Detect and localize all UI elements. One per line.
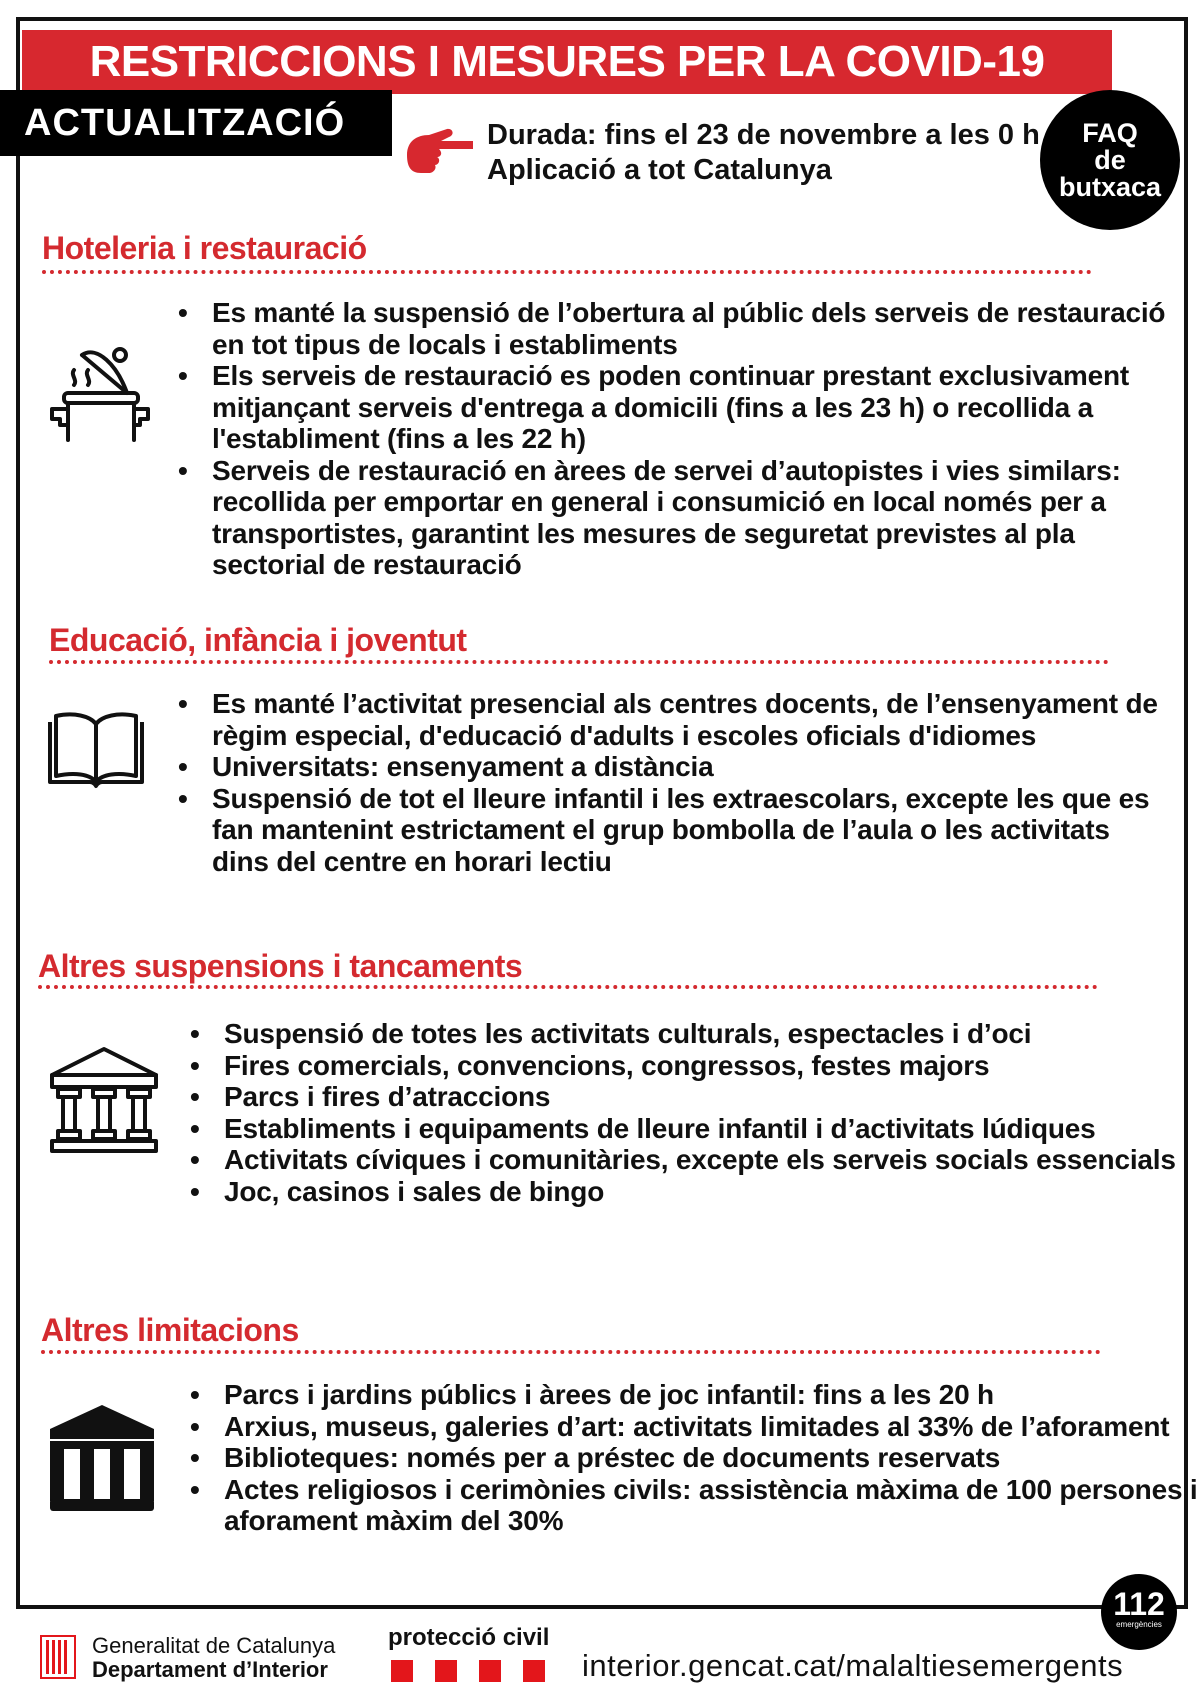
list-item: • Parcs i jardins públics i àrees de joc infantil: fins a les 20 h	[224, 1379, 1200, 1411]
emergency-label: emergències	[1116, 1620, 1162, 1629]
pointing-hand-icon	[403, 125, 475, 181]
emergency-number: 112	[1113, 1586, 1165, 1622]
open-book-icon	[46, 710, 146, 790]
faq-button[interactable]	[1040, 90, 1180, 230]
section-divider	[41, 1350, 1101, 1354]
list-item: • Arxius, museus, galeries d’art: activitats limitades al 33% de l’aforament	[224, 1411, 1200, 1443]
limitations-list	[190, 1379, 1200, 1537]
list-item: • Universitats: ensenyament a distància	[212, 751, 1172, 783]
organization-name	[92, 1634, 335, 1682]
list-item: • Serveis de restauració en àrees de servei d’autopistes i vies similars: recollida per emportar en general i consumició en local només per a transportistes, garantint les mesures de seguretat previstes al pla sectorial de restauració	[212, 455, 1192, 581]
duration-info	[487, 118, 1040, 188]
list-item: • Parcs i fires d’atraccions	[224, 1081, 1200, 1113]
duration-text: Durada: fins el 23 de novembre a les 0 h	[487, 119, 1040, 151]
scope-text: Aplicació a tot Catalunya	[487, 154, 832, 186]
temple-outline-icon	[48, 1045, 160, 1155]
faq-line3: butxaca	[1058, 171, 1162, 202]
org-line1: Generalitat de Catalunya	[92, 1633, 336, 1658]
closures-list	[190, 1018, 1200, 1207]
section-heading-closures: Altres suspensions i tancaments	[38, 948, 523, 984]
list-item: • Activitats cíviques i comunitàries, excepte els serveis socials essencials	[224, 1144, 1200, 1176]
civil-protection-logo-icon	[391, 1660, 545, 1682]
list-item: • Joc, casinos i sales de bingo	[224, 1176, 1200, 1208]
civil-protection-label: protecció civil	[388, 1624, 550, 1651]
section-divider	[38, 985, 1098, 989]
faq-line1: FAQ	[1082, 117, 1138, 148]
education-list	[178, 688, 1172, 877]
section-heading-limitations: Altres limitacions	[41, 1312, 299, 1348]
museum-solid-icon	[50, 1405, 154, 1513]
list-item: • Biblioteques: només per a préstec de documents reservats	[224, 1442, 1200, 1474]
poster-title: RESTRICCIONS I MESURES PER LA COVID-19	[89, 37, 1045, 86]
list-item: • Suspensió de totes les activitats culturals, espectacles i d’oci	[224, 1018, 1200, 1050]
faq-line2: de	[1094, 144, 1126, 175]
generalitat-logo-icon	[40, 1635, 76, 1679]
cooking-pot-icon	[42, 335, 152, 445]
section-divider	[49, 660, 1109, 664]
list-item: • Suspensió de tot el lleure infantil i les extraescolars, excepte les que es fan mantenint estrictament el grup bombolla de l’aula o les activitats dins del centre en horari lectiu	[212, 783, 1172, 878]
list-item: • Es manté l’activitat presencial als centres docents, de l’ensenyament de règim especial, d'educació d'adults i escoles oficials d'idiomes	[212, 688, 1172, 751]
section-divider	[42, 270, 1092, 274]
org-line2: Departament d’Interior	[92, 1657, 328, 1682]
list-item: • Es manté la suspensió de l’obertura al públic dels serveis de restauració en tot tipus de locals i establiments	[212, 297, 1192, 360]
list-item: • Fires comercials, convencions, congressos, festes majors	[224, 1050, 1200, 1082]
update-badge: ACTUALITZACIÓ	[0, 90, 392, 156]
list-item: • Establiments i equipaments de lleure infantil i d’activitats lúdiques	[224, 1113, 1200, 1145]
section-heading-education: Educació, infància i joventut	[49, 622, 467, 658]
list-item: • Actes religiosos i cerimònies civils: assistència màxima de 100 persones i aforament màxim del 30%	[224, 1474, 1200, 1537]
list-item: • Els serveis de restauració es poden continuar prestant exclusivament mitjançant serveis d'entrega a domicili (fins a les 23 h) o recollida a l'establiment (fins a les 22 h)	[212, 360, 1192, 455]
section-heading-hospitality: Hoteleria i restauració	[42, 230, 367, 266]
info-url-link[interactable]: interior.gencat.cat/malaltiesemergents	[582, 1648, 1124, 1683]
hospitality-list	[178, 297, 1192, 581]
emergency-112-badge	[1101, 1574, 1177, 1650]
